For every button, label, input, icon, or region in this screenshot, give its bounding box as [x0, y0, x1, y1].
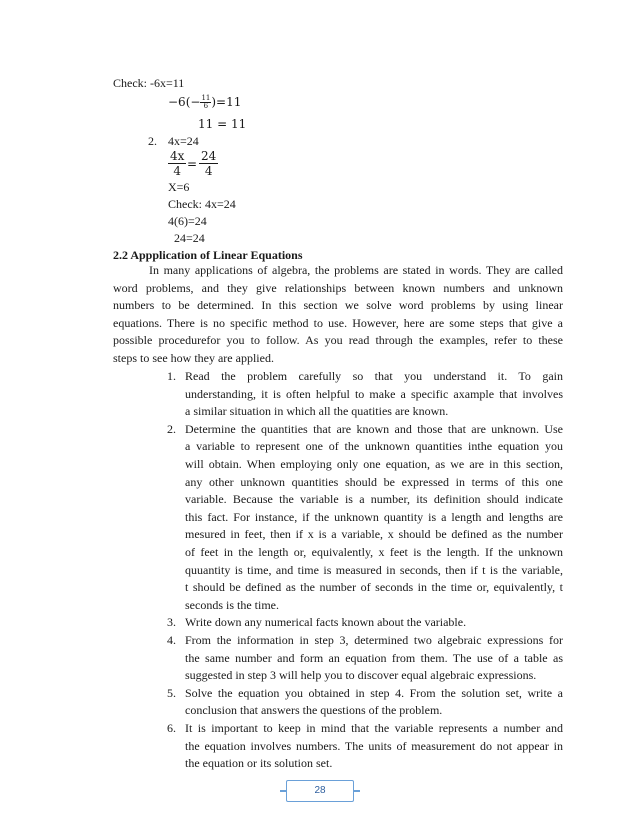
- check-step-equation: [168, 95, 241, 110]
- step-line: seconds is the time.: [185, 597, 279, 612]
- check-step-prefix: −6(−: [168, 95, 201, 109]
- list-item: [167, 368, 563, 421]
- step-number: 6.: [167, 721, 176, 735]
- item-2-number: 2.: [148, 134, 157, 148]
- section-heading: 2.2 Appplication of Linear Equations: [113, 248, 303, 262]
- step-line: It is important to keep in mind that the variable represents a number and: [185, 721, 563, 735]
- step-line: this fact. For instance, if the unknown quantity is a length and lengths are: [185, 509, 563, 524]
- fraction-denominator: 6: [203, 102, 209, 110]
- list-item: [167, 720, 563, 773]
- right-numerator: 24: [201, 149, 217, 163]
- fraction-numerator: 11: [201, 94, 211, 102]
- step-line: any other unknown quantities should be expressed in terms of this one: [185, 474, 563, 489]
- divide-left-fraction: [168, 149, 186, 178]
- step-line: suggested in step 3 will help you to discover equal algebraic expressions.: [185, 668, 537, 683]
- divide-right-fraction: [199, 149, 218, 178]
- step-line: will obtain. When employing only one equation, as we are in this section,: [185, 456, 563, 471]
- step-line: Write down any numerical facts known about the variable.: [185, 615, 467, 630]
- step-line: quuantity is time, and time is measured in seconds, then if t is the variable,: [185, 562, 563, 577]
- step-line: the equation involves numbers. The units of measurement do not appear in: [185, 738, 563, 753]
- step-line: Read the problem carefully so that you understand it. To gain: [185, 369, 563, 383]
- step-line: Determine the quantities that are known and those that are unknown. Use: [185, 421, 563, 436]
- intro-paragraph: [113, 262, 563, 368]
- step-line: a variable to represent one of the unknown quantities inthe equation you: [185, 439, 563, 454]
- step-line: variable. Because the variable is a number, its definition should indicate: [185, 492, 563, 507]
- intro-line: possible procedurefor you to follow. As you read through the examples, refer to these: [113, 333, 563, 348]
- division-equals-sign: =: [187, 157, 198, 171]
- step-number: 5.: [167, 685, 176, 700]
- step-line: the same number and form an equation from them. The use of a table as: [185, 650, 563, 665]
- left-denominator: 4: [173, 164, 182, 178]
- step-line: mesured in feet, then if x is a variable, x should be defined as the number: [185, 527, 563, 542]
- step-number: 4.: [167, 633, 176, 647]
- check-result-2: 24=24: [174, 231, 205, 245]
- item-2-equation: 4x=24: [168, 134, 199, 148]
- left-numerator: 4x: [170, 149, 185, 163]
- step-number: 2.: [167, 421, 176, 436]
- intro-line: steps to see how they are applied.: [113, 350, 274, 365]
- page-number-box: [286, 780, 354, 802]
- list-item: [167, 421, 563, 615]
- list-item: [167, 685, 563, 720]
- check-substitution: 4(6)=24: [168, 214, 207, 228]
- step-line: the equation or its solution set.: [185, 756, 333, 771]
- step-line: understanding, it is often helpful to make a specific axample that involves: [185, 386, 563, 401]
- check-label-1: Check: -6x=11: [113, 76, 185, 90]
- step-line: From the information in step 3, determined two algebraic expressions for: [185, 633, 563, 647]
- step-line: of feet in the length or, equivalently, x feet is the length. If the unknown: [185, 544, 563, 559]
- intro-line: In many applications of algebra, the problems are stated in words. They are called: [149, 263, 563, 277]
- check-result-1: 11 = 11: [198, 117, 247, 131]
- step-line: t should be defined as the number of seconds in the time or, equivalently, t: [185, 580, 563, 595]
- right-denominator: 4: [204, 164, 213, 178]
- intro-line: equations. There is no specific method to use. However, here are some steps that give a: [113, 315, 563, 330]
- intro-line: word problems, and they give relationships between known numbers and unknown: [113, 280, 563, 295]
- list-item: [167, 614, 563, 632]
- step-line: a similar situation in which all the quatities are known.: [185, 404, 449, 419]
- fraction-11-over-6: [200, 95, 211, 110]
- intro-line: numbers to be determined. In this section we solve word problems by using linear: [113, 298, 563, 313]
- page-number: 28: [314, 785, 326, 796]
- check-step-suffix: )=11: [211, 95, 242, 109]
- step-number: 1.: [167, 369, 176, 383]
- step-line: Solve the equation you obtained in step 4. From the solution set, write a: [185, 685, 563, 700]
- step-line: conclusion that answers the questions of the problem.: [185, 703, 443, 718]
- solution-line: X=6: [168, 180, 190, 194]
- list-item: [167, 632, 563, 685]
- check-label-2: Check: 4x=24: [168, 197, 236, 211]
- step-number: 3.: [167, 615, 176, 630]
